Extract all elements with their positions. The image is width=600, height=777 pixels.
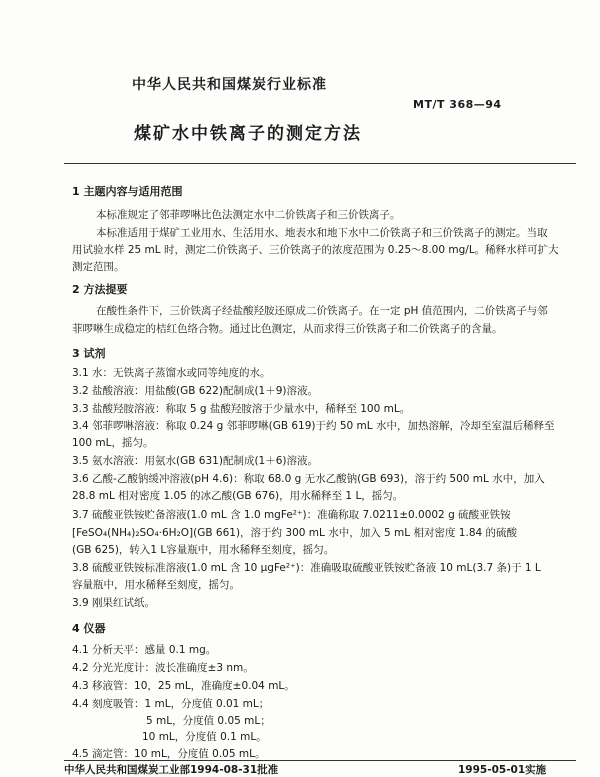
reagent-3-2: 3.2 盐酸溶液：用盐酸(GB 622)配制成(1＋9)溶液。 xyxy=(72,385,319,397)
section-2-line-1: 在酸性条件下，三价铁离子经盐酸羟胺还原成二价铁离子。在一定 pH 值范围内，二价铁离子与邻 xyxy=(96,305,548,317)
section-1-para-2-line-3: 测定范围。 xyxy=(72,261,125,273)
reagent-3-9: 3.9 刚果红试纸。 xyxy=(72,597,156,609)
standard-org-header: 中华人民共和国煤炭行业标准 xyxy=(132,77,327,93)
reagent-3-3: 3.3 盐酸羟胺溶液：称取 5 g 盐酸羟胺溶于少量水中，稀释至 100 mL。 xyxy=(72,403,411,415)
instrument-4-1: 4.1 分析天平：感量 0.1 mg。 xyxy=(72,644,217,656)
section-1-heading: 1 主题内容与适用范围 xyxy=(72,185,183,198)
reagent-3-6-line-2: 28.8 mL 相对密度 1.05 的冰乙酸(GB 676)，用水稀释至 1 L，摇匀。 xyxy=(72,490,404,502)
section-4-heading: 4 仪器 xyxy=(72,622,106,635)
instrument-4-3: 4.3 移液管：10，25 mL，准确度±0.04 mL。 xyxy=(72,680,295,692)
instrument-4-4-line-3: 10 mL，分度值 0.1 mL。 xyxy=(142,731,267,743)
reagent-3-1: 3.1 水：无铁离子蒸馏水或同等纯度的水。 xyxy=(72,367,271,379)
footer-divider xyxy=(64,760,576,761)
section-1-para-2-line-1: 本标准适用于煤矿工业用水、生活用水、地表水和地下水中二价铁离子和三价铁离子的测定。当取 xyxy=(96,227,548,239)
reagent-3-5: 3.5 氨水溶液：用氨水(GB 631)配制成(1＋6)溶液。 xyxy=(72,455,319,467)
document-title: 煤矿水中铁离子的测定方法 xyxy=(134,124,362,144)
instrument-4-4-line-1: 4.4 刻度吸管：1 mL，分度值 0.01 mL； xyxy=(72,698,270,710)
reagent-3-8-line-1: 3.8 硫酸亚铁铵标准溶液(1.0 mL 含 10 μgFe²⁺)：准确吸取硫酸亚铁铵贮备液 10 mL(3.7 条)于 1 L xyxy=(72,562,541,574)
reagent-3-7-line-2: [FeSO₄(NH₄)₂SO₄·6H₂O](GB 661)，溶于约 300 mL 水中，加入 5 mL 相对密度 1.84 的硫酸 xyxy=(72,527,518,539)
section-3-heading: 3 试剂 xyxy=(72,347,106,360)
reagent-3-7-line-1: 3.7 硫酸亚铁铵贮备溶液(1.0 mL 含 1.0 mgFe²⁺)：准确称取 7.0211±0.0002 g 硫酸亚铁铵 xyxy=(72,509,511,521)
instrument-4-4-line-2: 5 mL，分度值 0.05 mL； xyxy=(146,715,271,727)
section-1-para-1: 本标准规定了邻菲啰啉比色法测定水中二价铁离子和三价铁离子。 xyxy=(96,209,401,221)
implementation-date: 1995-05-01实施 xyxy=(458,764,547,776)
instrument-4-2: 4.2 分光光度计：波长准确度±3 nm。 xyxy=(72,662,254,674)
title-divider xyxy=(64,163,576,164)
section-2-line-2: 菲啰啉生成稳定的桔红色络合物。通过比色测定，从而求得三价铁离子和二价铁离子的含量。 xyxy=(72,323,503,335)
reagent-3-4-line-1: 3.4 邻菲啰啉溶液：称取 0.24 g 邻菲啰啉(GB 619)于约 50 mL 水中，加热溶解，冷却至室温后稀释至 xyxy=(72,420,555,432)
instrument-4-5: 4.5 滴定管：10 mL，分度值 0.05 mL。 xyxy=(72,748,266,760)
reagent-3-6-line-1: 3.6 乙酸-乙酸钠缓冲溶液(pH 4.6)：称取 68.0 g 无水乙酸钠(GB 693)，溶于约 500 mL 水中，加入 xyxy=(72,473,545,485)
standard-code: MT/T 368—94 xyxy=(413,98,502,111)
section-1-para-2-line-2: 用试验水样 25 mL 时，测定二价铁离子、三价铁离子的浓度范围为 0.25～8.00 mg/L。稀释水样可扩大 xyxy=(72,244,559,256)
reagent-3-8-line-2: 容量瓶中，用水稀释至刻度，摇匀。 xyxy=(72,579,240,591)
section-2-heading: 2 方法提要 xyxy=(72,283,128,296)
reagent-3-4-line-2: 100 mL，摇匀。 xyxy=(72,437,154,449)
approval-note: 中华人民共和国煤炭工业部1994-08-31批准 xyxy=(64,764,279,776)
reagent-3-7-line-3: (GB 625)，转入1 L容量瓶中，用水稀释至刻度，摇匀。 xyxy=(72,544,335,556)
